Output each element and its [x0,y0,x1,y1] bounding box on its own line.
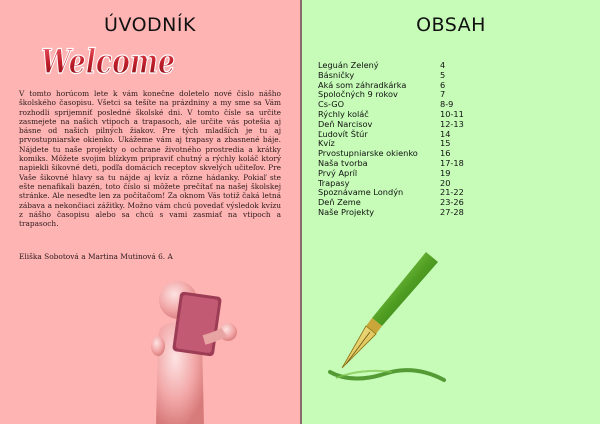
toc-title: Básničky [318,69,355,80]
toc-title: Naše Projekty [318,206,375,217]
left-page-heading: ÚVODNÍK [104,14,196,36]
toc-title: Naša tvorba [318,157,368,168]
toc-page: 5 [440,69,446,80]
intro-paragraph: V tomto horúcom lete k vám konečne doletelo nové číslo nášho školského časopisu. Všetci sa tešíte na prázdniny a my sme sa Vám rozhodli sprijemniť posledné školské dni. V tomto čísle sa určite zasmejete na našich vtipoch a trapasoch, ale určite vás potešia aj básne od našich pilných žiakov. Pre tých mladších je tu aj prvostupniarske okienko. Ukážeme vám aj trapasy a zbasnené báje. Nájdete tu naše projekty o ochrane životného prostredia a krátky komiks. Môžete svojim blízkym pripraviť chutný a rýchly koláč ktorý napiekli šikovné deti, podľa domácich receptov skvelých učiteľov. Pre Vaše šikovné hlavy sa tu nájde aj kvíz a rôzne hádanky. Pokiaľ ste ešte nenafikali bazén, toto číslo si môžete prečítať na našej školskej stránke. Ale neseďte len za počítačom! Za oknom Vás totiž čaká letná zábava a nekončiaci zážitky. Možno vám chcú povedať výsledok kvízu z nášho časopisu alebo sa chcú s vami zasmiať na vtipoch a trapasoch. [19,89,281,229]
toc-page: 17-18 [440,157,464,168]
toc-page: 16 [440,148,451,159]
toc-title: Aká som záhradkárka [318,79,407,90]
toc-title: Ľudovít Štúr [318,128,368,139]
figure-holding-book-icon [148,280,258,424]
toc-page: 12-13 [440,118,464,129]
toc-page: 6 [440,79,446,90]
toc-page: 19 [440,167,451,178]
toc-title: Deň Zeme [318,197,361,208]
toc-title: Prvý Apríl [318,167,358,178]
toc-page: 27-28 [440,206,464,217]
toc-item[interactable] [318,130,478,140]
toc-page: 21-22 [440,187,464,198]
toc-page: 4 [440,60,446,70]
table-of-contents [318,61,478,218]
toc-page: 20 [440,177,451,188]
fountain-pen-icon [322,248,452,388]
welcome-text: Welcome [41,42,175,82]
toc-title: Spoločných 9 rokov [318,89,398,100]
toc-page: 14 [440,128,451,139]
toc-page: 23-26 [440,197,464,208]
toc-title: Trapasy [318,177,350,188]
toc-page: 15 [440,138,451,149]
welcome-wordart [38,40,178,84]
toc-title: Rýchly koláč [318,108,369,119]
toc-title: Cs-GO [318,99,345,110]
toc-title: Leguán Zelený [318,60,379,70]
authors-line: Eliška Sobotová a Martina Mutinová 6. A [19,252,173,261]
toc-page: 7 [440,89,446,100]
toc-item[interactable] [318,208,478,218]
toc-title: Kvíz [318,138,335,149]
right-page-heading: OBSAH [416,14,486,36]
toc-title: Spoznávame Londýn [318,187,404,198]
toc-title: Prvostupniarske okienko [318,148,418,159]
toc-page: 8-9 [440,99,454,110]
toc-title: Deň Narcisov [318,118,373,129]
toc-page: 10-11 [440,108,464,119]
